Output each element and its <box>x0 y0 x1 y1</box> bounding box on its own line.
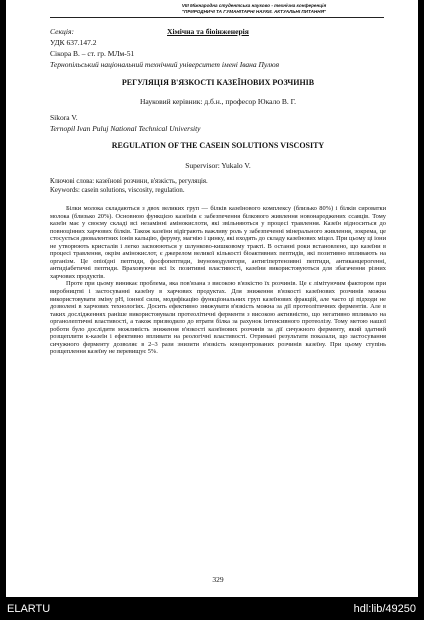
supervisor-ua: Науковий керівник: д.б.н., професор Юкало В. Г. <box>139 97 297 106</box>
conference-header <box>134 3 374 14</box>
section-label: Секція: <box>50 27 75 36</box>
conference-header-line2: "ПРИРОДНИЧІ ТА ГУМАНІТАРНІ НАУКИ. АКТУАЛЬНІ ПИТАННЯ" <box>181 8 327 14</box>
footer-handle: hdl:lib/49250 <box>353 603 416 615</box>
author-en: Sikora V. <box>50 113 78 122</box>
paragraph-2: Проте при цьому виникає проблема, яка пов'язана з високою в'язкістю їх розчинів. Це є лімітуючим фактором при виробництві і застосуванні казеїну в харчових продуктах. Для зниження в'язкості казеїнових розчинів можна використовувати зміну pH, іонної сили, модифікацію функціональних груп казеїнових фракцій, але часто ці підходи не дозволені в харчових технологіях. Досить ефективно знижувати в'язкість можна за дії протеолітичних ферментів. Але в таких дослідженнях раніше використовували протеолітичні ферменти з високою активністю, що негативно впливало на органолептичні властивості, а також призводило до втрати білка за рахунок інтенсивного протеолізу. Тому метою нашої роботи було дослідити можливість зниження в'язкості казеїнових розчинів за дії сичужного ферменту, який здатний розщеплити к-казеїн і ефективно впливати на реологічні властивості. Отримані результати показали, що застосування сичужного ферменту дозволяє в 2–3 рази знизити в'язкість концентрованих розчинів казеїну. При цьому ступінь розщеплення казеїну не перевищує 5%. <box>50 280 386 356</box>
affiliation-ua: Тернопільський національний технічний університет імені Івана Пулюя <box>50 60 280 69</box>
title-en: REGULATION OF THE CASEIN SOLUTIONS VISCOSITY <box>111 141 325 150</box>
conference-header-line1: VIII Міжнародна студентська науково - технічна конференція <box>181 3 327 8</box>
body-text <box>50 205 386 356</box>
page-number: 329 <box>212 575 224 584</box>
footer-repository-name: ELARTU <box>7 603 51 615</box>
affiliation-en: Ternopil Ivan Puluj National Technical University <box>50 124 201 133</box>
udc-code: УДК 637.147.2 <box>50 38 97 47</box>
title-ua: РЕГУЛЯЦІЯ В'ЯЗКОСТІ КАЗЕЇНОВИХ РОЗЧИНІВ <box>121 78 315 87</box>
keywords-en: Keywords: casein solutions, viscosity, regulation. <box>50 187 185 194</box>
paragraph-1: Білки молока складаються з двох великих груп — білків казеїнового комплексу (близько 80%) і білків сироватки молока (близько 20%). Основною функцією казеїнів є забезпечення білкового живлення новонароджених ссавців. Тому казеїн має у своєму складі всі незамінні амінокислоти, які звільняються у процесі травлення. Казеїн відноситься до повноцінних харчових білків. Також казеїни відіграють важливу роль у забезпеченні мінерального живлення, зокрема, це стосується двовалентних іонів кальцію, феруму, магнію і цинку, які входять до складу казеїнових міцел. При цьому ці іони не утворюють кристалів і легко засвоюються у шлунково-кишковому тракті. В останні роки встановлено, що казеїни в процесі травлення, окрім амінокислот, є джерелом великої кількості біоактивних пептидів, які позитивно впливають на організм. Це опіоїдні пептиди, фосфопептиди, імуномодулятори, антигіпертензивні пептиди, антиканцерогенні, антидіабетичні пептиди. Враховуючи всі їх позитивні властивості, казеїни використовуються для збагачення різних харчових продуктів. <box>50 205 386 280</box>
keywords-ua: Ключові слова: казеїнові розчини, в'язкість, регуляція. <box>50 178 208 185</box>
section-value: Хімічна та біоінженерія <box>167 27 249 36</box>
header-divider <box>50 17 384 18</box>
document-page <box>6 0 418 597</box>
section-row <box>50 27 390 36</box>
supervisor-en: Supervisor: Yukalo V. <box>185 161 251 170</box>
author-ua: Сікора В. – ст. гр. МЛм-51 <box>50 49 135 58</box>
